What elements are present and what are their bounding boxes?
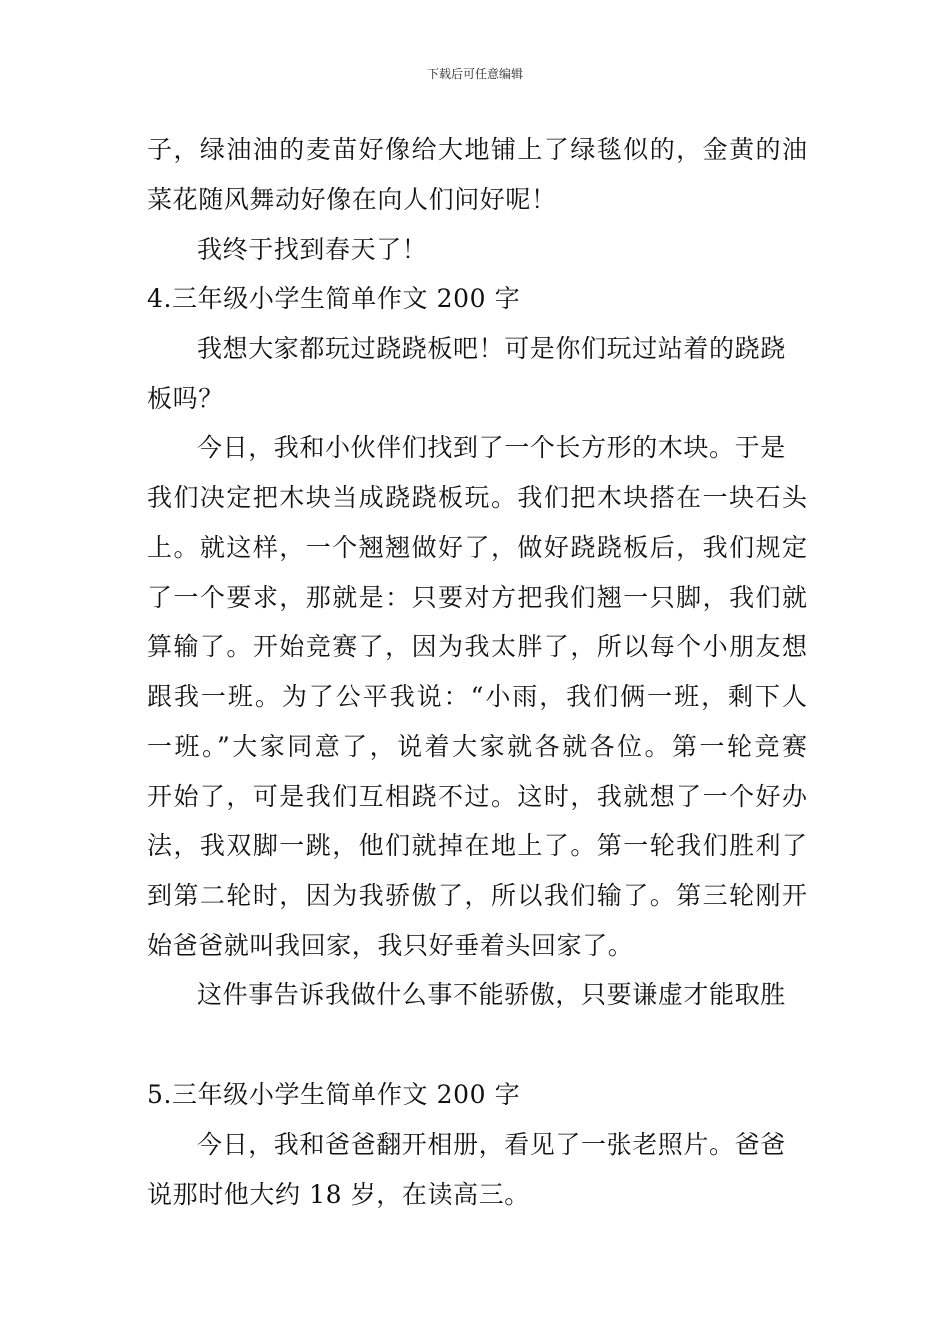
section-heading: 4.三年级小学生简单作文 200 字	[147, 284, 521, 313]
text-line: 开始了，可是我们互相跷不过。这时，我就想了一个好办	[147, 782, 807, 811]
text-line: 法，我双脚一跳，他们就掉在地上了。第一轮我们胜利了	[147, 831, 807, 860]
text-line: 板吗？	[147, 384, 224, 413]
text-line: 跟我一班。为了公平我说：“小雨，我们俩一班，剩下人	[147, 682, 807, 711]
text-line: 始爸爸就叫我回家，我只好垂着头回家了。	[147, 931, 634, 960]
text-line: 说那时他大约 18 岁，在读高三。	[147, 1180, 530, 1209]
text-line: 今日，我和小伙伴们找到了一个长方形的木块。于是	[197, 433, 786, 462]
text-line: 上。就这样，一个翘翘做好了，做好跷跷板后，我们规定	[147, 533, 807, 562]
section-heading: 5.三年级小学生简单作文 200 字	[147, 1080, 521, 1109]
text-line: 我们决定把木块当成跷跷板玩。我们把木块搭在一块石头	[147, 483, 807, 512]
text-line: 一班。”大家同意了，说着大家就各就各位。第一轮竞赛	[147, 732, 807, 761]
text-line: 我想大家都玩过跷跷板吧！可是你们玩过站着的跷跷	[197, 334, 786, 363]
text-line: 今日，我和爸爸翻开相册，看见了一张老照片。爸爸	[197, 1130, 786, 1159]
text-line: 这件事告诉我做什么事不能骄傲，只要谦虚才能取胜	[197, 980, 786, 1009]
text-line: 算输了。开始竞赛了，因为我太胖了，所以每个小朋友想	[147, 632, 807, 661]
text-line: 我终于找到春天了！	[197, 235, 428, 264]
text-line: 菜花随风舞动好像在向人们问好呢！	[147, 185, 557, 214]
page-header: 下载后可任意编辑	[426, 67, 523, 81]
text-line: 了一个要求，那就是：只要对方把我们翘一只脚，我们就	[147, 583, 807, 612]
text-line: 子，绿油油的麦苗好像给大地铺上了绿毯似的，金黄的油	[147, 135, 807, 164]
text-line: 到第二轮时，因为我骄傲了，所以我们输了。第三轮刚开	[147, 881, 807, 910]
